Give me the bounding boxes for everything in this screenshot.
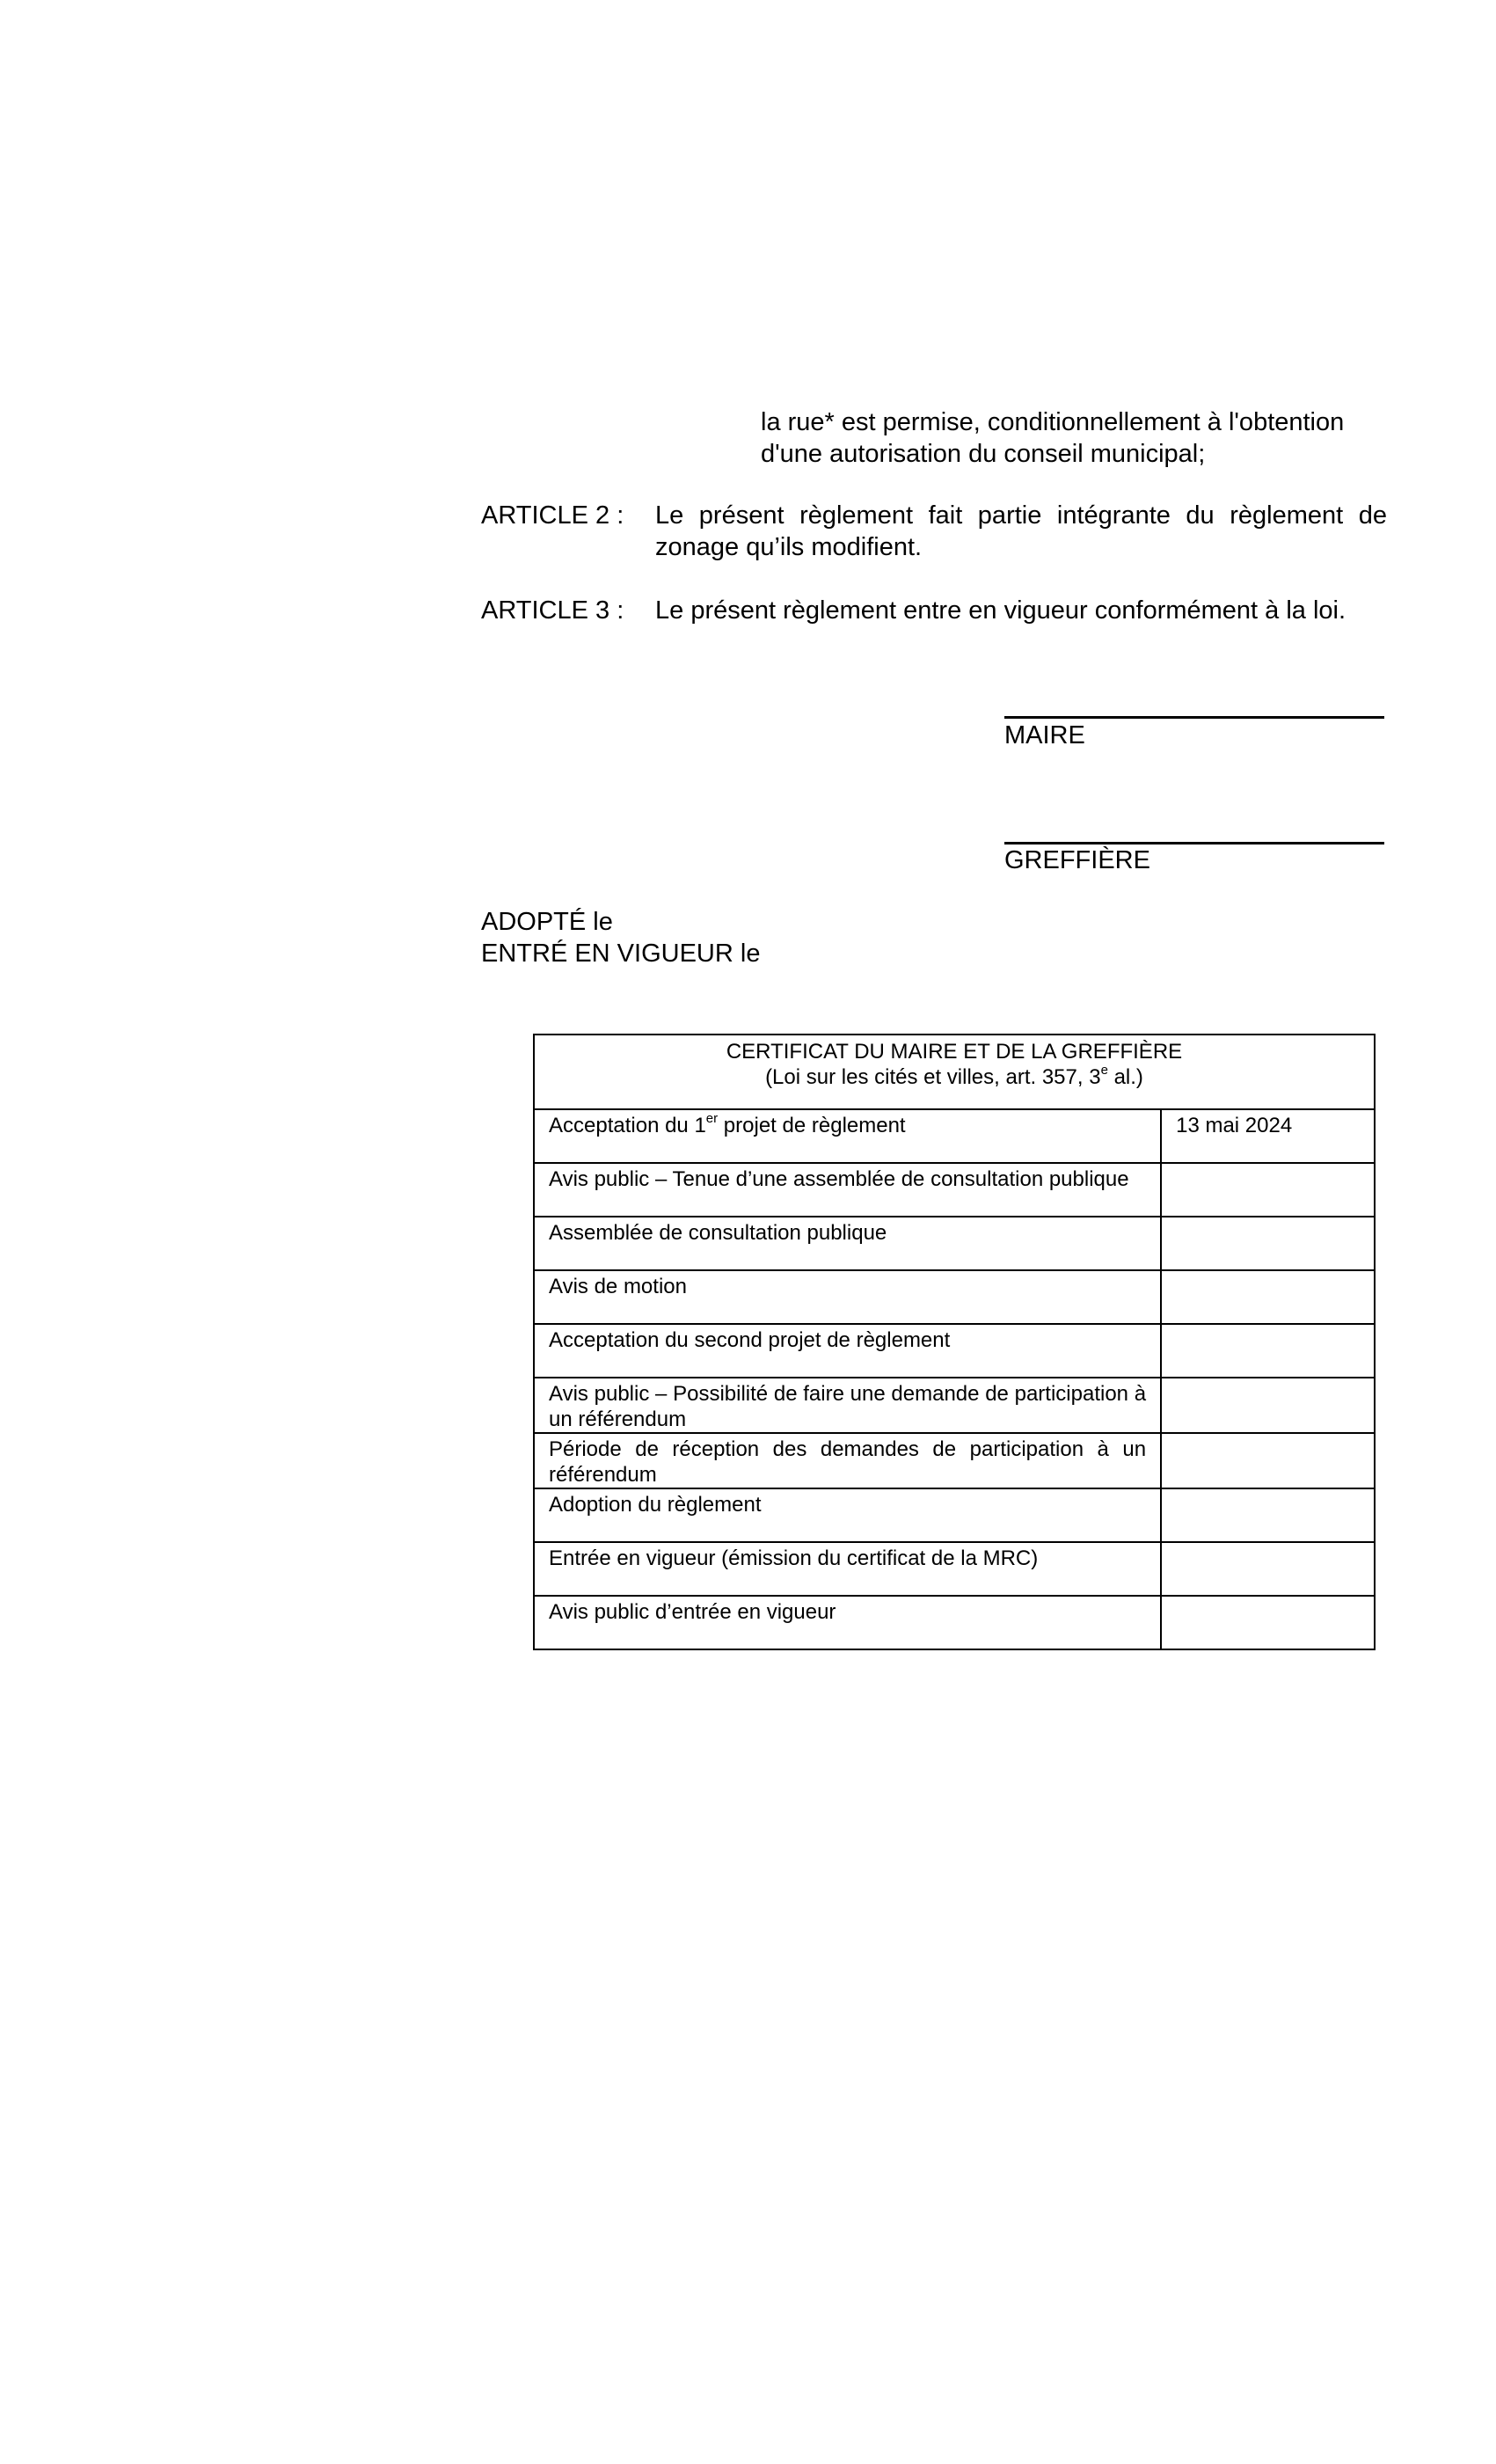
certificate-title: CERTIFICAT DU MAIRE ET DE LA GREFFIÈRE [726, 1040, 1183, 1064]
maire-label: MAIRE [1004, 721, 1085, 749]
certificate-subtitle-end: al.) [1107, 1065, 1143, 1089]
article-2-text: Le présent règlement fait partie intégrante du règlement de zonage qu’ils modifient. [655, 501, 1387, 561]
maire-signature-line [1004, 716, 1384, 719]
certificate-subtitle-text: (Loi sur les cités et villes, art. 357, 3 [765, 1065, 1101, 1089]
greffiere-label: GREFFIÈRE [1004, 846, 1150, 874]
table-row [534, 1488, 1375, 1542]
table-row [534, 1163, 1375, 1217]
row-date [1161, 1378, 1375, 1433]
table-row [534, 1324, 1375, 1378]
article-3-label: ARTICLE 3 : [481, 596, 624, 625]
row-label: Avis public – Possibilité de faire une demande de participation à un référendum [534, 1378, 1161, 1433]
row-label: Adoption du règlement [534, 1488, 1161, 1542]
table-row [534, 1217, 1375, 1270]
row-date [1161, 1217, 1375, 1270]
adopte-label: ADOPTÉ le [481, 908, 613, 936]
article-3-text: Le présent règlement entre en vigueur conformément à la loi. [655, 596, 1346, 625]
table-row [534, 1270, 1375, 1324]
row-date [1161, 1324, 1375, 1378]
table-row [534, 1109, 1375, 1163]
row-label [534, 1109, 1161, 1163]
row-date [1161, 1488, 1375, 1542]
row-date [1161, 1163, 1375, 1217]
row-label-text: Acceptation du 1 [549, 1114, 706, 1137]
row-label: Avis public d’entrée en vigueur [534, 1596, 1161, 1649]
entre-en-vigueur-label: ENTRÉ EN VIGUEUR le [481, 940, 761, 968]
row-label: Entrée en vigueur (émission du certificat de la MRC) [534, 1542, 1161, 1596]
certificate-subtitle-superscript: e [1100, 1063, 1108, 1078]
row-date [1161, 1270, 1375, 1324]
row-date: 13 mai 2024 [1161, 1109, 1375, 1163]
continuation-line-2: d'une autorisation du conseil municipal; [761, 440, 1206, 468]
row-label: Acceptation du second projet de règlement [534, 1324, 1161, 1378]
table-row [534, 1378, 1375, 1433]
article-2-label: ARTICLE 2 : [481, 501, 624, 530]
row-label: Avis de motion [534, 1270, 1161, 1324]
certificate-table [533, 1034, 1376, 1650]
table-row [534, 1433, 1375, 1488]
row-date [1161, 1596, 1375, 1649]
row-date [1161, 1433, 1375, 1488]
row-label: Assemblée de consultation publique [534, 1217, 1161, 1270]
row-label-superscript: er [705, 1111, 719, 1126]
table-row [534, 1596, 1375, 1649]
row-label: Période de réception des demandes de participation à un référendum [534, 1433, 1161, 1488]
table-row [534, 1542, 1375, 1596]
continuation-line-1: la rue* est permise, conditionnellement à l'obtention [761, 408, 1345, 436]
certificate-header [534, 1035, 1375, 1109]
certificate-subtitle [549, 1064, 1360, 1090]
row-date [1161, 1542, 1375, 1596]
continuation-paragraph [761, 406, 1387, 470]
row-label-end: projet de règlement [718, 1114, 906, 1137]
row-label: Avis public – Tenue d’une assemblée de consultation publique [534, 1163, 1161, 1217]
